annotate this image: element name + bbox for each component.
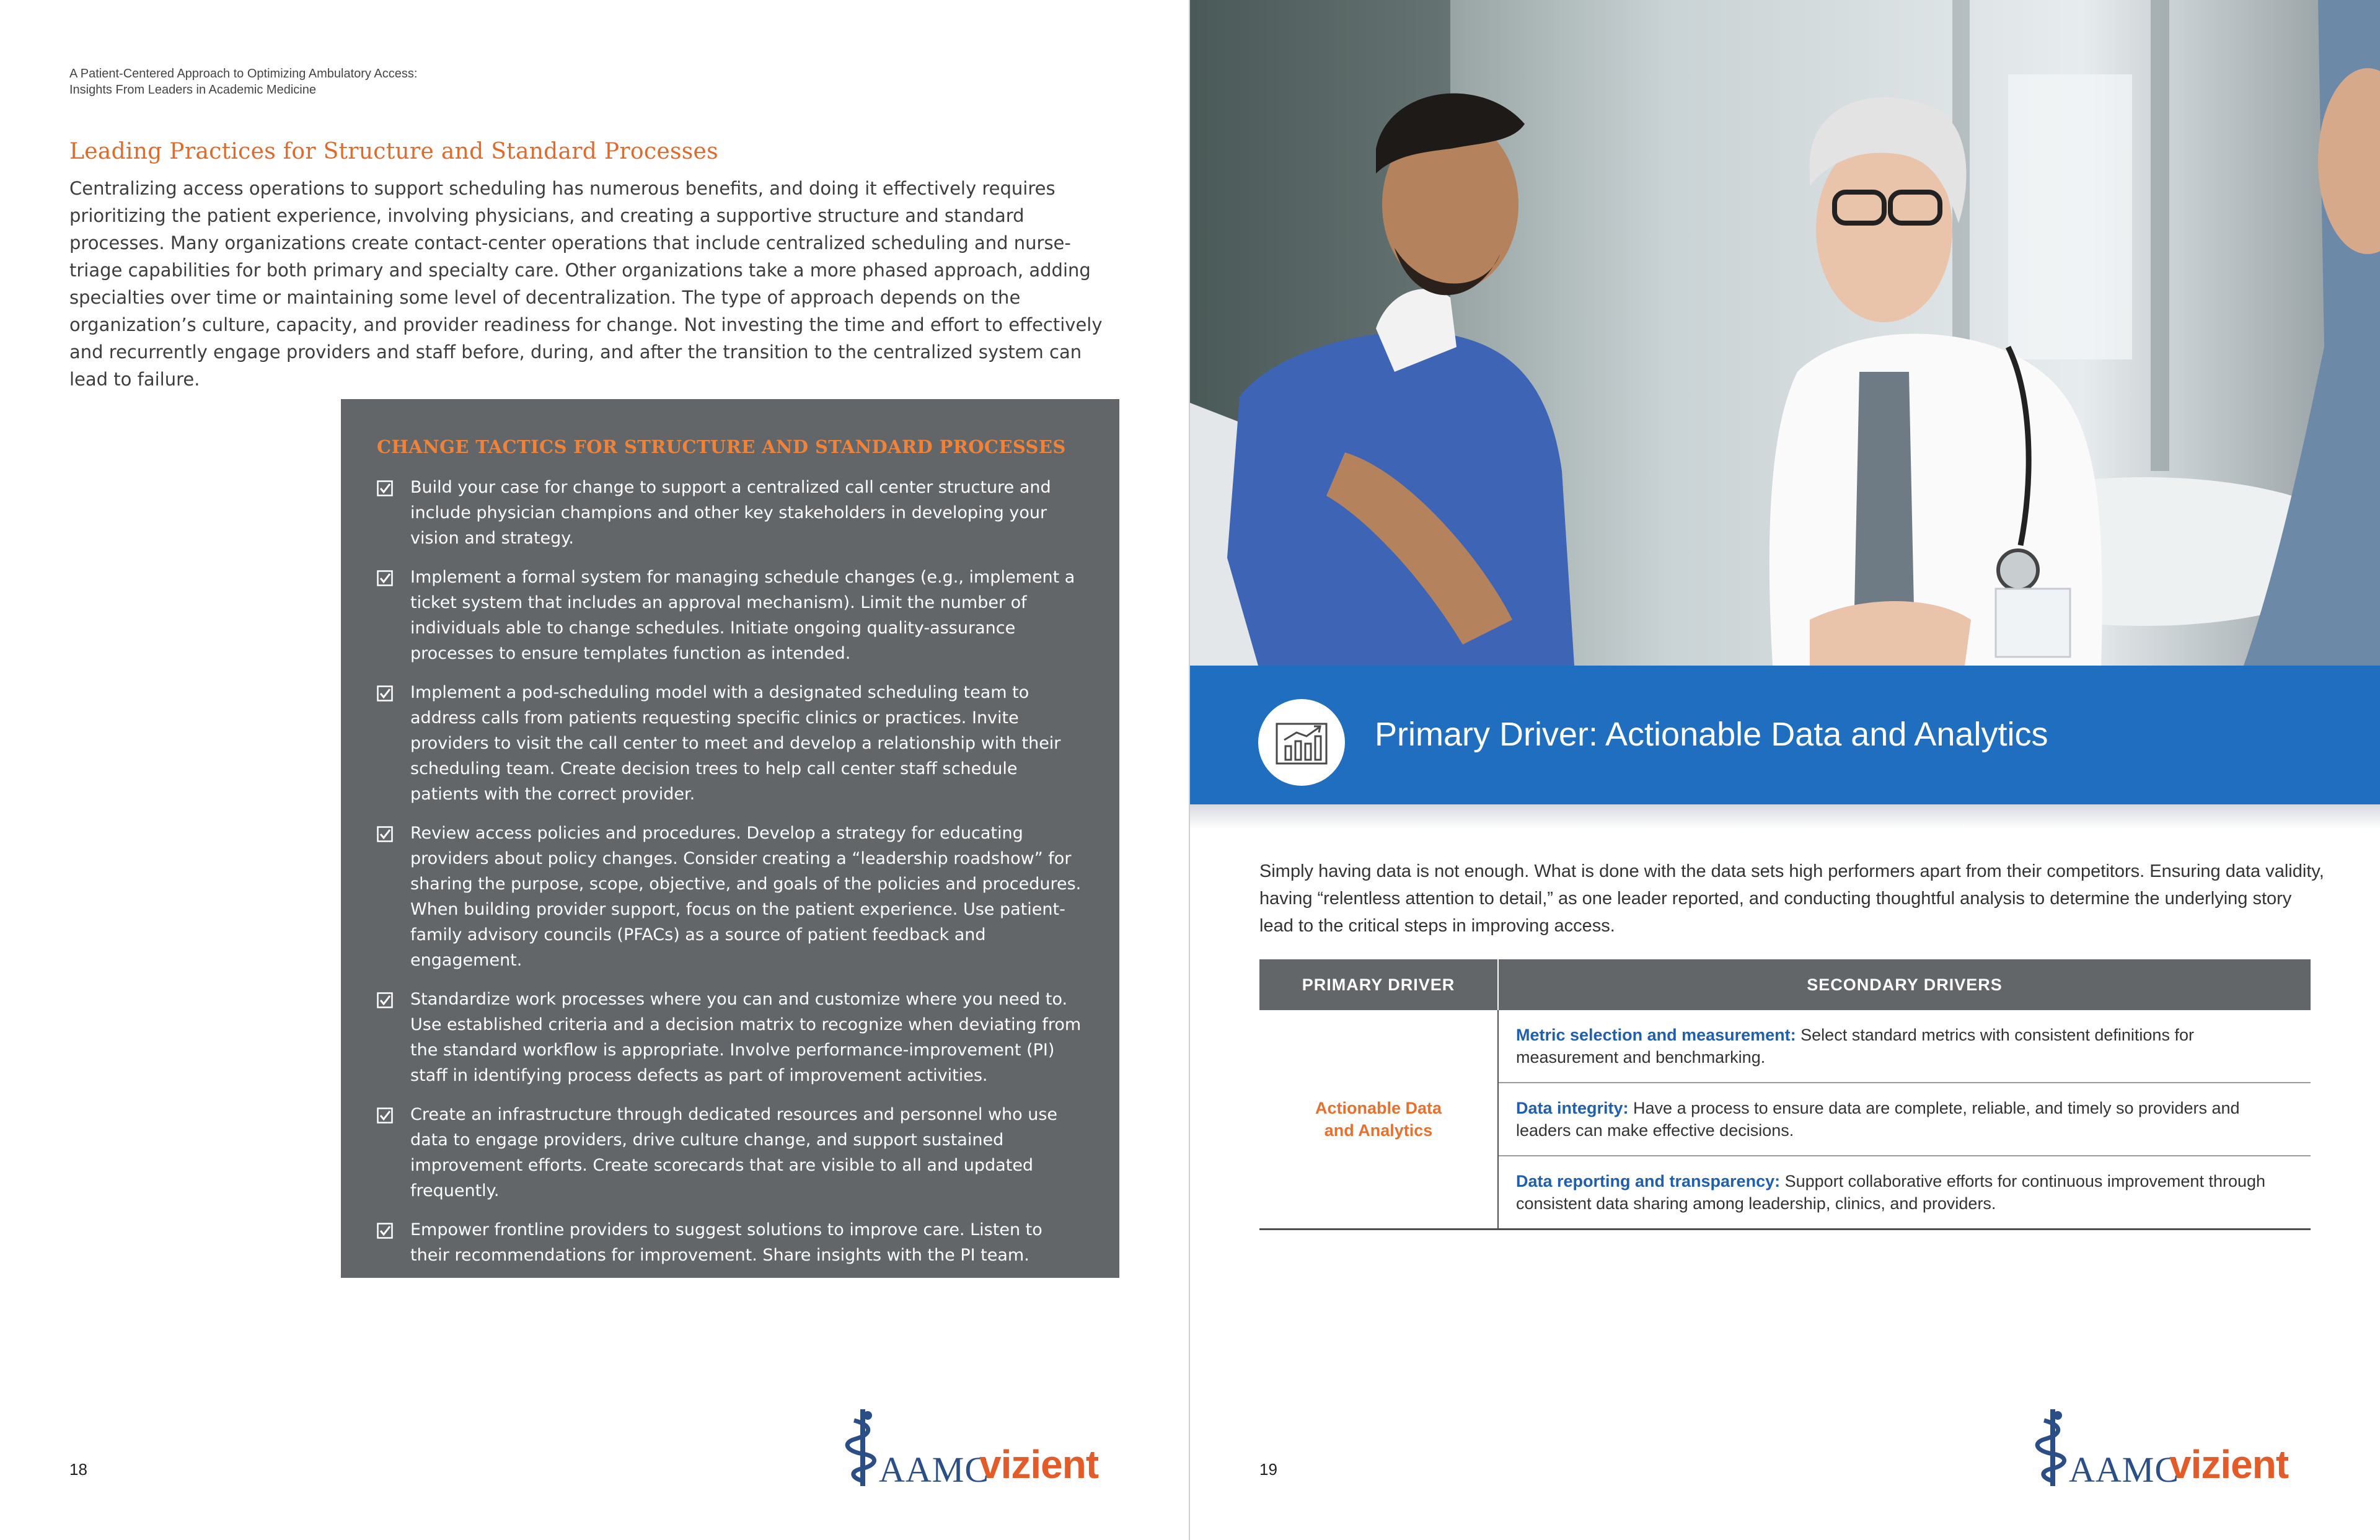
secondary-driver-cell bbox=[1498, 1010, 2311, 1083]
tactic-item bbox=[377, 1102, 1083, 1203]
tactic-item bbox=[377, 987, 1083, 1088]
tactic-text: Create an infrastructure through dedicated resources and personnel who use data to engage providers, drive culture change, and support sustained improvement efforts. Create scorecards that are visible to all and updated frequently. bbox=[410, 1105, 1058, 1200]
change-tactics-box bbox=[341, 399, 1119, 1278]
tactic-text: Review access policies and procedures. Develop a strategy for educating providers about policy changes. Consider creating a “leadership roadshow” for sharing the purpose, scope, objective, and goals of the policies and procedures. When building provider support, focus on the patient experience. Use patient-family advisory councils (PFACs) as a source of patient feedback and engagement. bbox=[410, 824, 1082, 970]
photo-illustration bbox=[1190, 0, 2380, 666]
aamc-logo-text: AAMC bbox=[879, 1450, 990, 1490]
secondary-driver-cell bbox=[1498, 1156, 2311, 1230]
primary-driver-text: Actionable Data and Analytics bbox=[1315, 1099, 1442, 1140]
table-row bbox=[1259, 1010, 2311, 1083]
secondary-driver-term: Data reporting and transparency: bbox=[1516, 1172, 1781, 1190]
tactic-text: Build your case for change to support a centralized call center structure and include physician champions and other key stakeholders in developing your vision and strategy. bbox=[410, 478, 1051, 548]
tactic-text: Empower frontline providers to suggest solutions to improve care. Listen to their recommendations for improvement. Share insights with the PI team. bbox=[410, 1220, 1042, 1265]
banner-shadow bbox=[1190, 804, 2380, 829]
secondary-driver-term: Data integrity: bbox=[1516, 1099, 1629, 1117]
tactics-title: CHANGE TACTICS FOR STRUCTURE AND STANDARD PROCESSES bbox=[377, 436, 1066, 457]
tactic-item bbox=[377, 1217, 1083, 1268]
vizient-logo-text: vizient bbox=[2169, 1442, 2289, 1487]
secondary-driver-text: Support collaborative efforts for continuous improvement through consistent data sharing among leadership, clinics, and providers. bbox=[1516, 1172, 2266, 1213]
secondary-driver-text: Select standard metrics with consistent definitions for measurement and benchmarking. bbox=[1516, 1026, 2194, 1067]
aamc-caduceus-icon bbox=[843, 1407, 883, 1487]
table-header-row bbox=[1259, 959, 2311, 1010]
clinicians-photo bbox=[1190, 0, 2380, 666]
banner-title: Primary Driver: Actionable Data and Analytics bbox=[1375, 716, 2048, 753]
banner-icon-circle bbox=[1258, 699, 1345, 786]
analytics-chart-icon bbox=[1272, 713, 1331, 772]
page-number: 19 bbox=[1259, 1460, 1277, 1479]
running-head bbox=[69, 66, 627, 98]
drivers-table bbox=[1259, 959, 2311, 1230]
checkbox-icon bbox=[377, 570, 393, 586]
page-number: 18 bbox=[69, 1460, 87, 1479]
header-primary-driver: PRIMARY DRIVER bbox=[1259, 959, 1498, 1010]
header-secondary-drivers: SECONDARY DRIVERS bbox=[1498, 959, 2311, 1010]
secondary-driver-term: Metric selection and measurement: bbox=[1516, 1026, 1796, 1044]
footer-logos bbox=[843, 1407, 1140, 1500]
section-heading: Leading Practices for Structure and Standard Processes bbox=[69, 139, 718, 164]
checkbox-icon bbox=[377, 1223, 393, 1239]
running-head-line-1: A Patient-Centered Approach to Optimizing Ambulatory Access: bbox=[69, 67, 418, 81]
tactic-item bbox=[377, 680, 1083, 807]
intro-paragraph: Centralizing access operations to support scheduling has numerous benefits, and doing it effectively requires prioritizing the patient experience, involving physicians, and creating a supportive structure and standard processes. Many organizations create contact-center operations that include centralized scheduling and nurse-triage capabilities for both primary and specialty care. Other organizations take a more phased approach, adding specialties over time or maintaining some level of decentralization. The type of approach depends on the organization’s culture, capacity, and provider readiness for change. Not investing the time and effort to effectively and recurrently engage providers and staff before, during, and after the transition to the centralized system can lead to failure. bbox=[69, 178, 1103, 390]
checkbox-icon bbox=[377, 480, 393, 496]
checkbox-icon bbox=[377, 1107, 393, 1124]
aamc-logo-text: AAMC bbox=[2069, 1450, 2180, 1490]
primary-driver-banner bbox=[1190, 666, 2380, 804]
primary-driver-cell bbox=[1259, 1010, 1498, 1230]
vizient-logo-text: vizient bbox=[979, 1442, 1099, 1487]
secondary-driver-text: Have a process to ensure data are complete, reliable, and timely so providers and leaders can make effective decisions. bbox=[1516, 1099, 2240, 1140]
checkbox-icon bbox=[377, 992, 393, 1008]
tactic-item bbox=[377, 821, 1083, 973]
right-page bbox=[1190, 0, 2380, 1540]
aamc-caduceus-icon bbox=[2033, 1407, 2073, 1487]
tactic-item bbox=[377, 565, 1083, 666]
checkbox-icon bbox=[377, 826, 393, 842]
checkbox-icon bbox=[377, 685, 393, 702]
footer-logos bbox=[2033, 1407, 2330, 1500]
tactic-text: Implement a formal system for managing schedule changes (e.g., implement a ticket system that includes an approval mechanism). Limit the number of individuals able to change schedules. Initiate ongoing quality-assurance processes to ensure templates function as intended. bbox=[410, 568, 1075, 663]
tactic-text: Standardize work processes where you can and customize where you need to. Use established criteria and a decision matrix to recognize when deviating from the standard workflow is appropriate. Involve performance-improvement (PI) staff in identifying process defects as part of improvement activities. bbox=[410, 990, 1082, 1085]
secondary-driver-cell bbox=[1498, 1083, 2311, 1156]
tactic-list bbox=[377, 475, 1083, 1282]
running-head-line-2: Insights From Leaders in Academic Medicine bbox=[69, 83, 316, 97]
tactic-text: Implement a pod-scheduling model with a designated scheduling team to address calls from patients requesting specific clinics or practices. Invite providers to visit the call center to meet and develop a relationship with their scheduling team. Create decision trees to help call center staff schedule patients with the correct provider. bbox=[410, 683, 1061, 804]
tactic-item bbox=[377, 475, 1083, 551]
right-intro-paragraph: Simply having data is not enough. What is done with the data sets high performers apart from their competitors. Ensuring data validity, having “relentless attention to detail,” as one leader reported, and conducting thoughtful analysis to determine the underlying story lead to the critical steps in improving access. bbox=[1259, 861, 2324, 936]
